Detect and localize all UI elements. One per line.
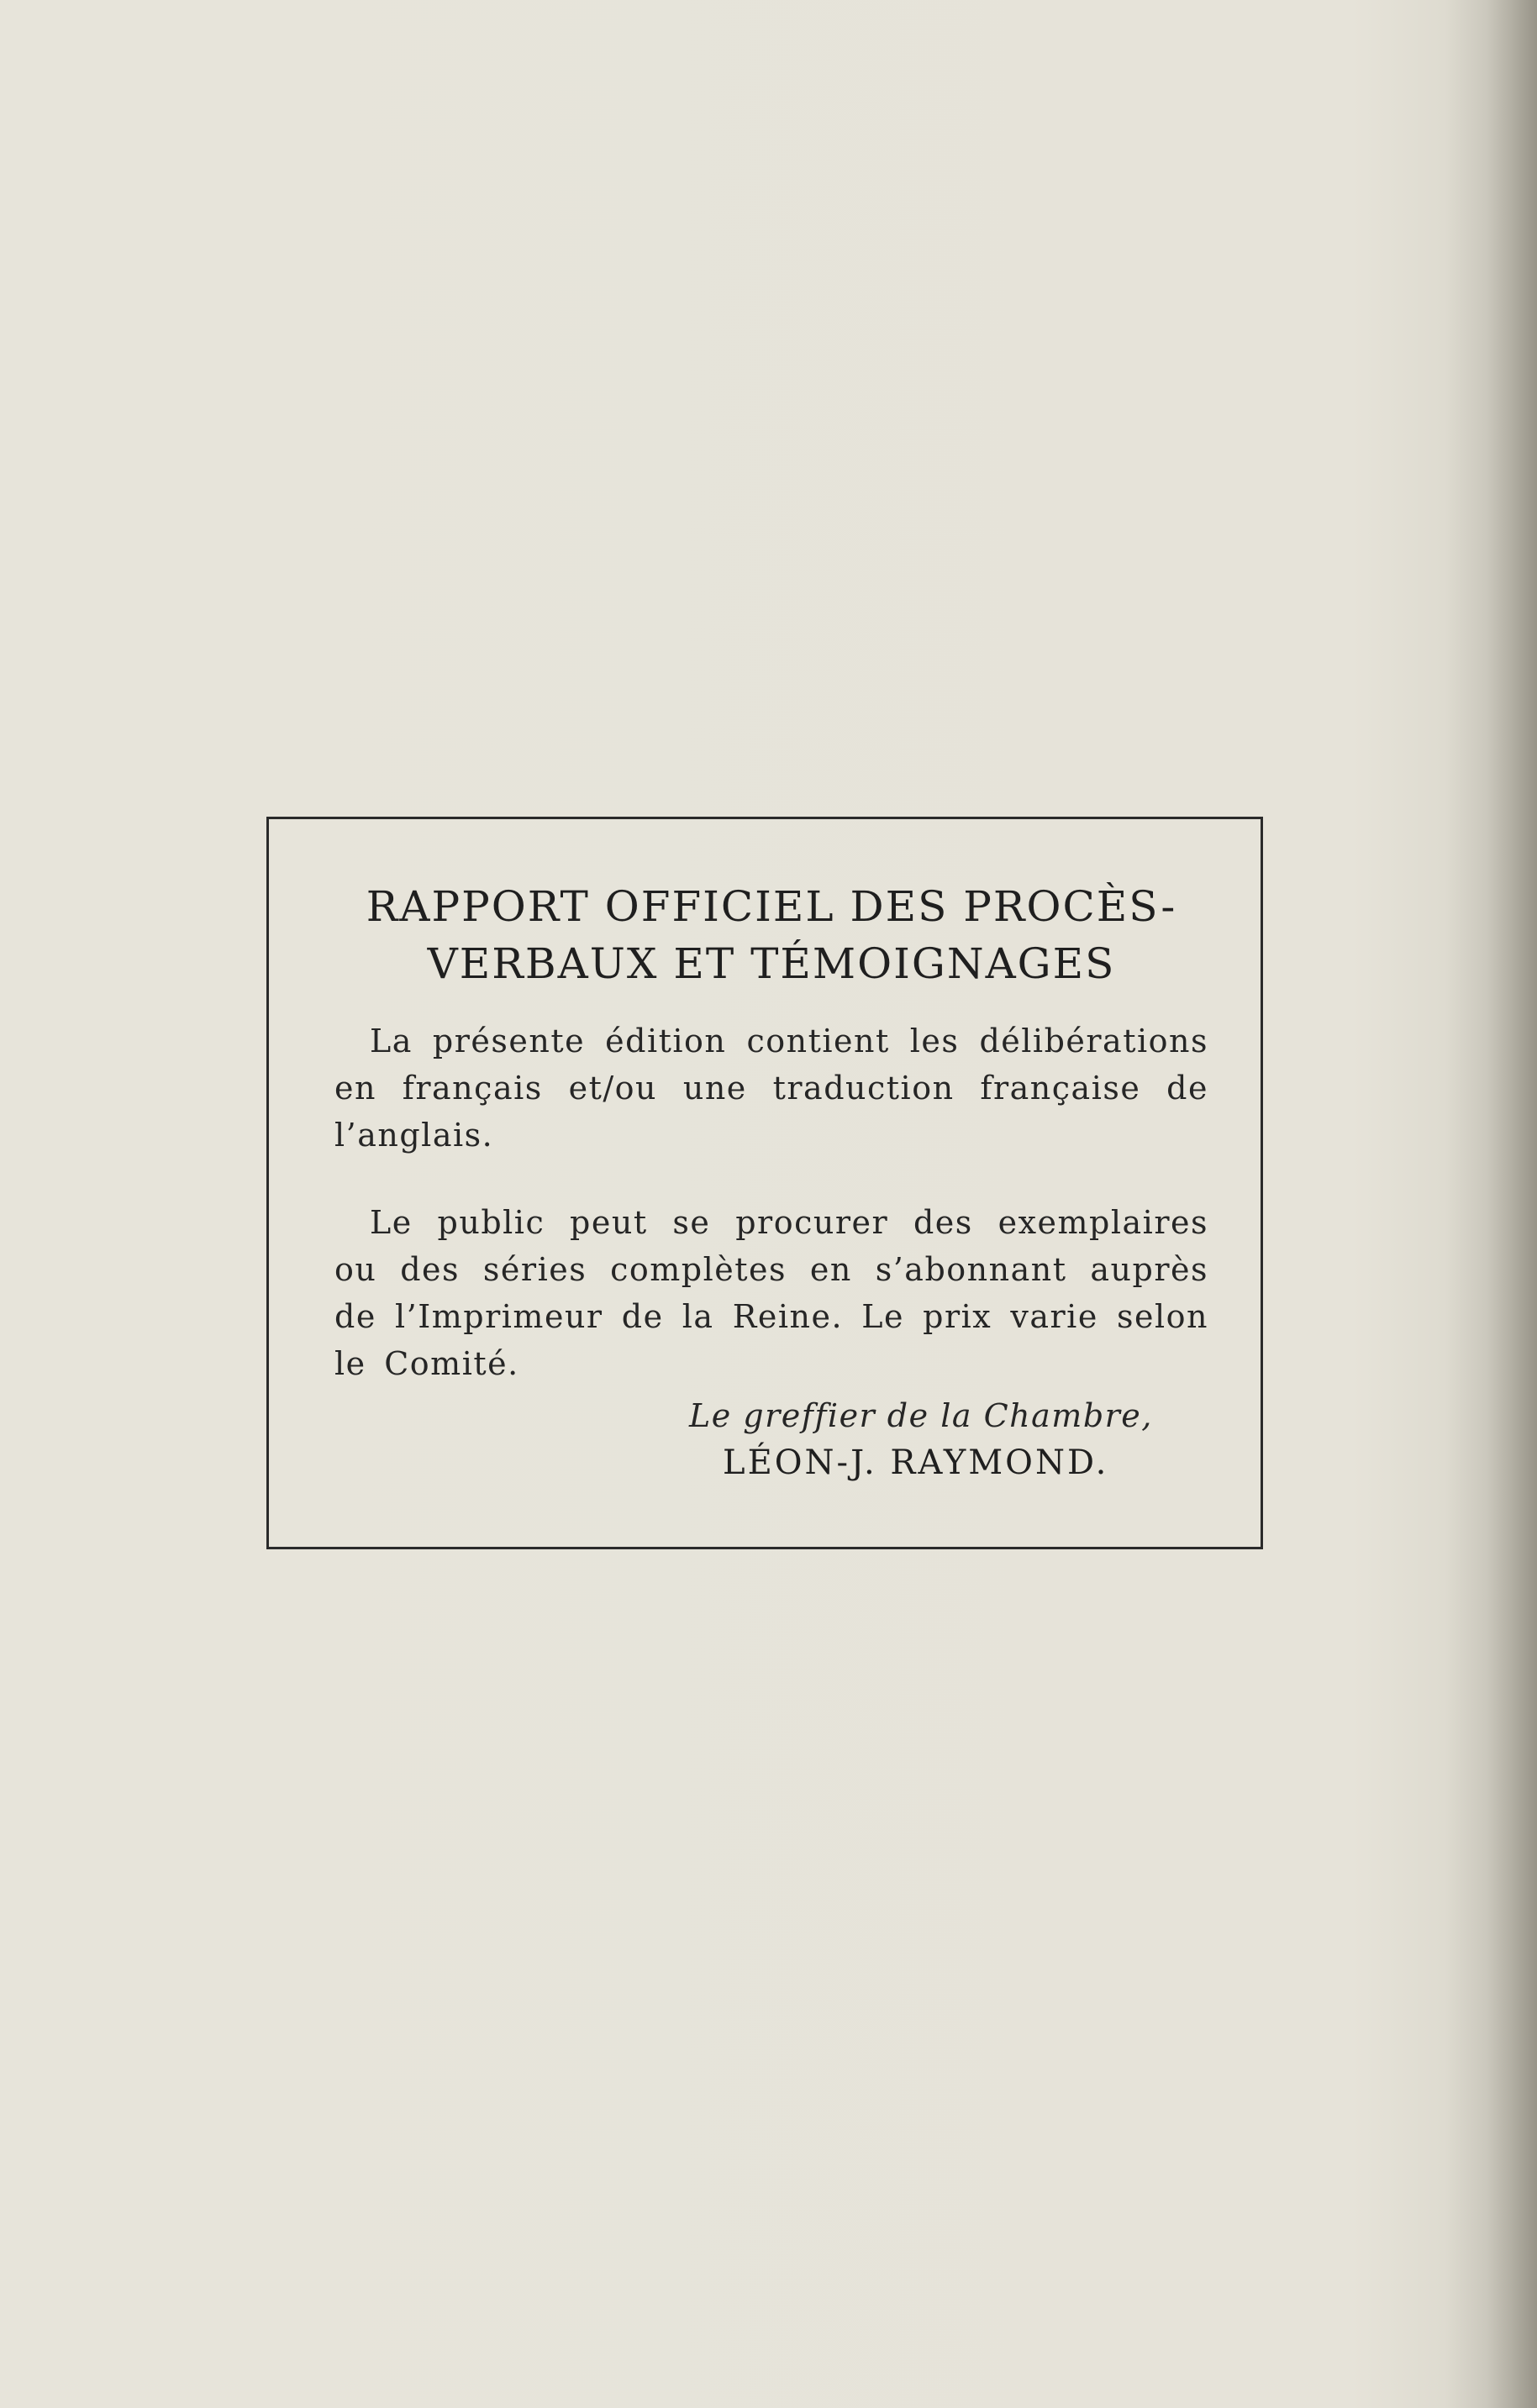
notice-box [266, 817, 1263, 1549]
signature-name: LÉON-J. RAYMOND. [723, 1443, 1109, 1482]
notice-paragraph-subscription: Le public peut se procurer des exemplaires ou des séries complètes en s’abonnant auprès de l’Imprimeur de la Reine. Le prix varie selon le Comité. [334, 1204, 1208, 1382]
signature-role: Le greffier de la Chambre, [689, 1397, 1153, 1434]
notice-paragraph-edition: La présente édition contient les délibérations en français et/ou une traduction française de l’anglais. [334, 1023, 1208, 1154]
page-edge-shadow [1487, 0, 1537, 2408]
notice-title: RAPPORT OFFICIEL DES PROCÈS-VERBAUX ET TÉMOIGNAGES [366, 882, 1177, 988]
